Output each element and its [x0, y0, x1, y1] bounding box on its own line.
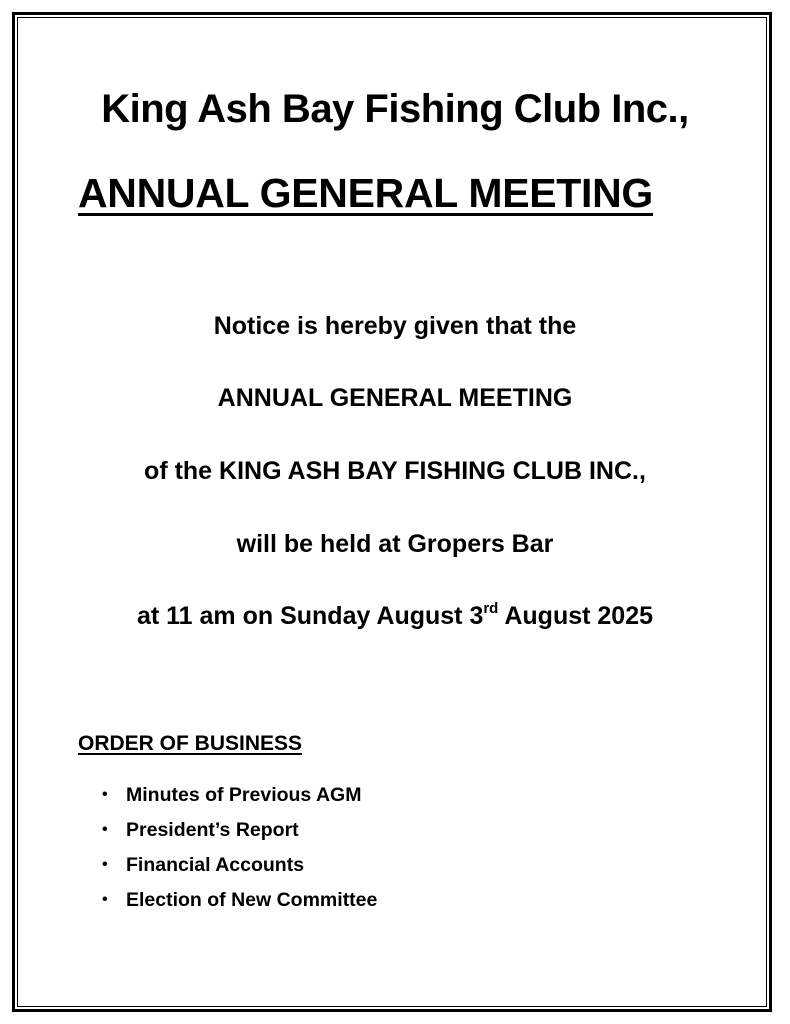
bullet-icon: • [102, 856, 108, 873]
notice-intro-line: Notice is hereby given that the [213, 312, 577, 340]
club-name-heading: King Ash Bay Fishing Club Inc., [101, 87, 689, 131]
list-item [102, 885, 377, 920]
date-ordinal-suffix: rd [483, 600, 499, 617]
notice-date-line [0, 599, 790, 633]
list-item [102, 780, 377, 815]
notice-meeting-name-line: ANNUAL GENERAL MEETING [217, 384, 573, 412]
notice-club-line: of the KING ASH BAY FISHING CLUB INC., [144, 457, 646, 485]
list-item [102, 850, 377, 885]
list-item-label: Minutes of Previous AGM [126, 784, 362, 806]
date-line-end: August 2025 [498, 602, 654, 630]
bullet-icon: • [102, 786, 108, 803]
meeting-title-heading: ANNUAL GENERAL MEETING [78, 170, 654, 216]
bullet-icon: • [102, 821, 108, 838]
list-item [102, 815, 377, 850]
notice-venue-line: will be held at Gropers Bar [236, 530, 554, 558]
list-item-label: Financial Accounts [126, 854, 305, 876]
bullet-icon: • [102, 891, 108, 908]
list-item-label: Election of New Committee [126, 889, 378, 911]
date-line-start: at 11 am on Sunday August 3 [136, 602, 484, 630]
order-of-business-heading: ORDER OF BUSINESS [78, 732, 303, 755]
list-item-label: President’s Report [126, 819, 299, 841]
order-of-business-list [102, 780, 377, 920]
